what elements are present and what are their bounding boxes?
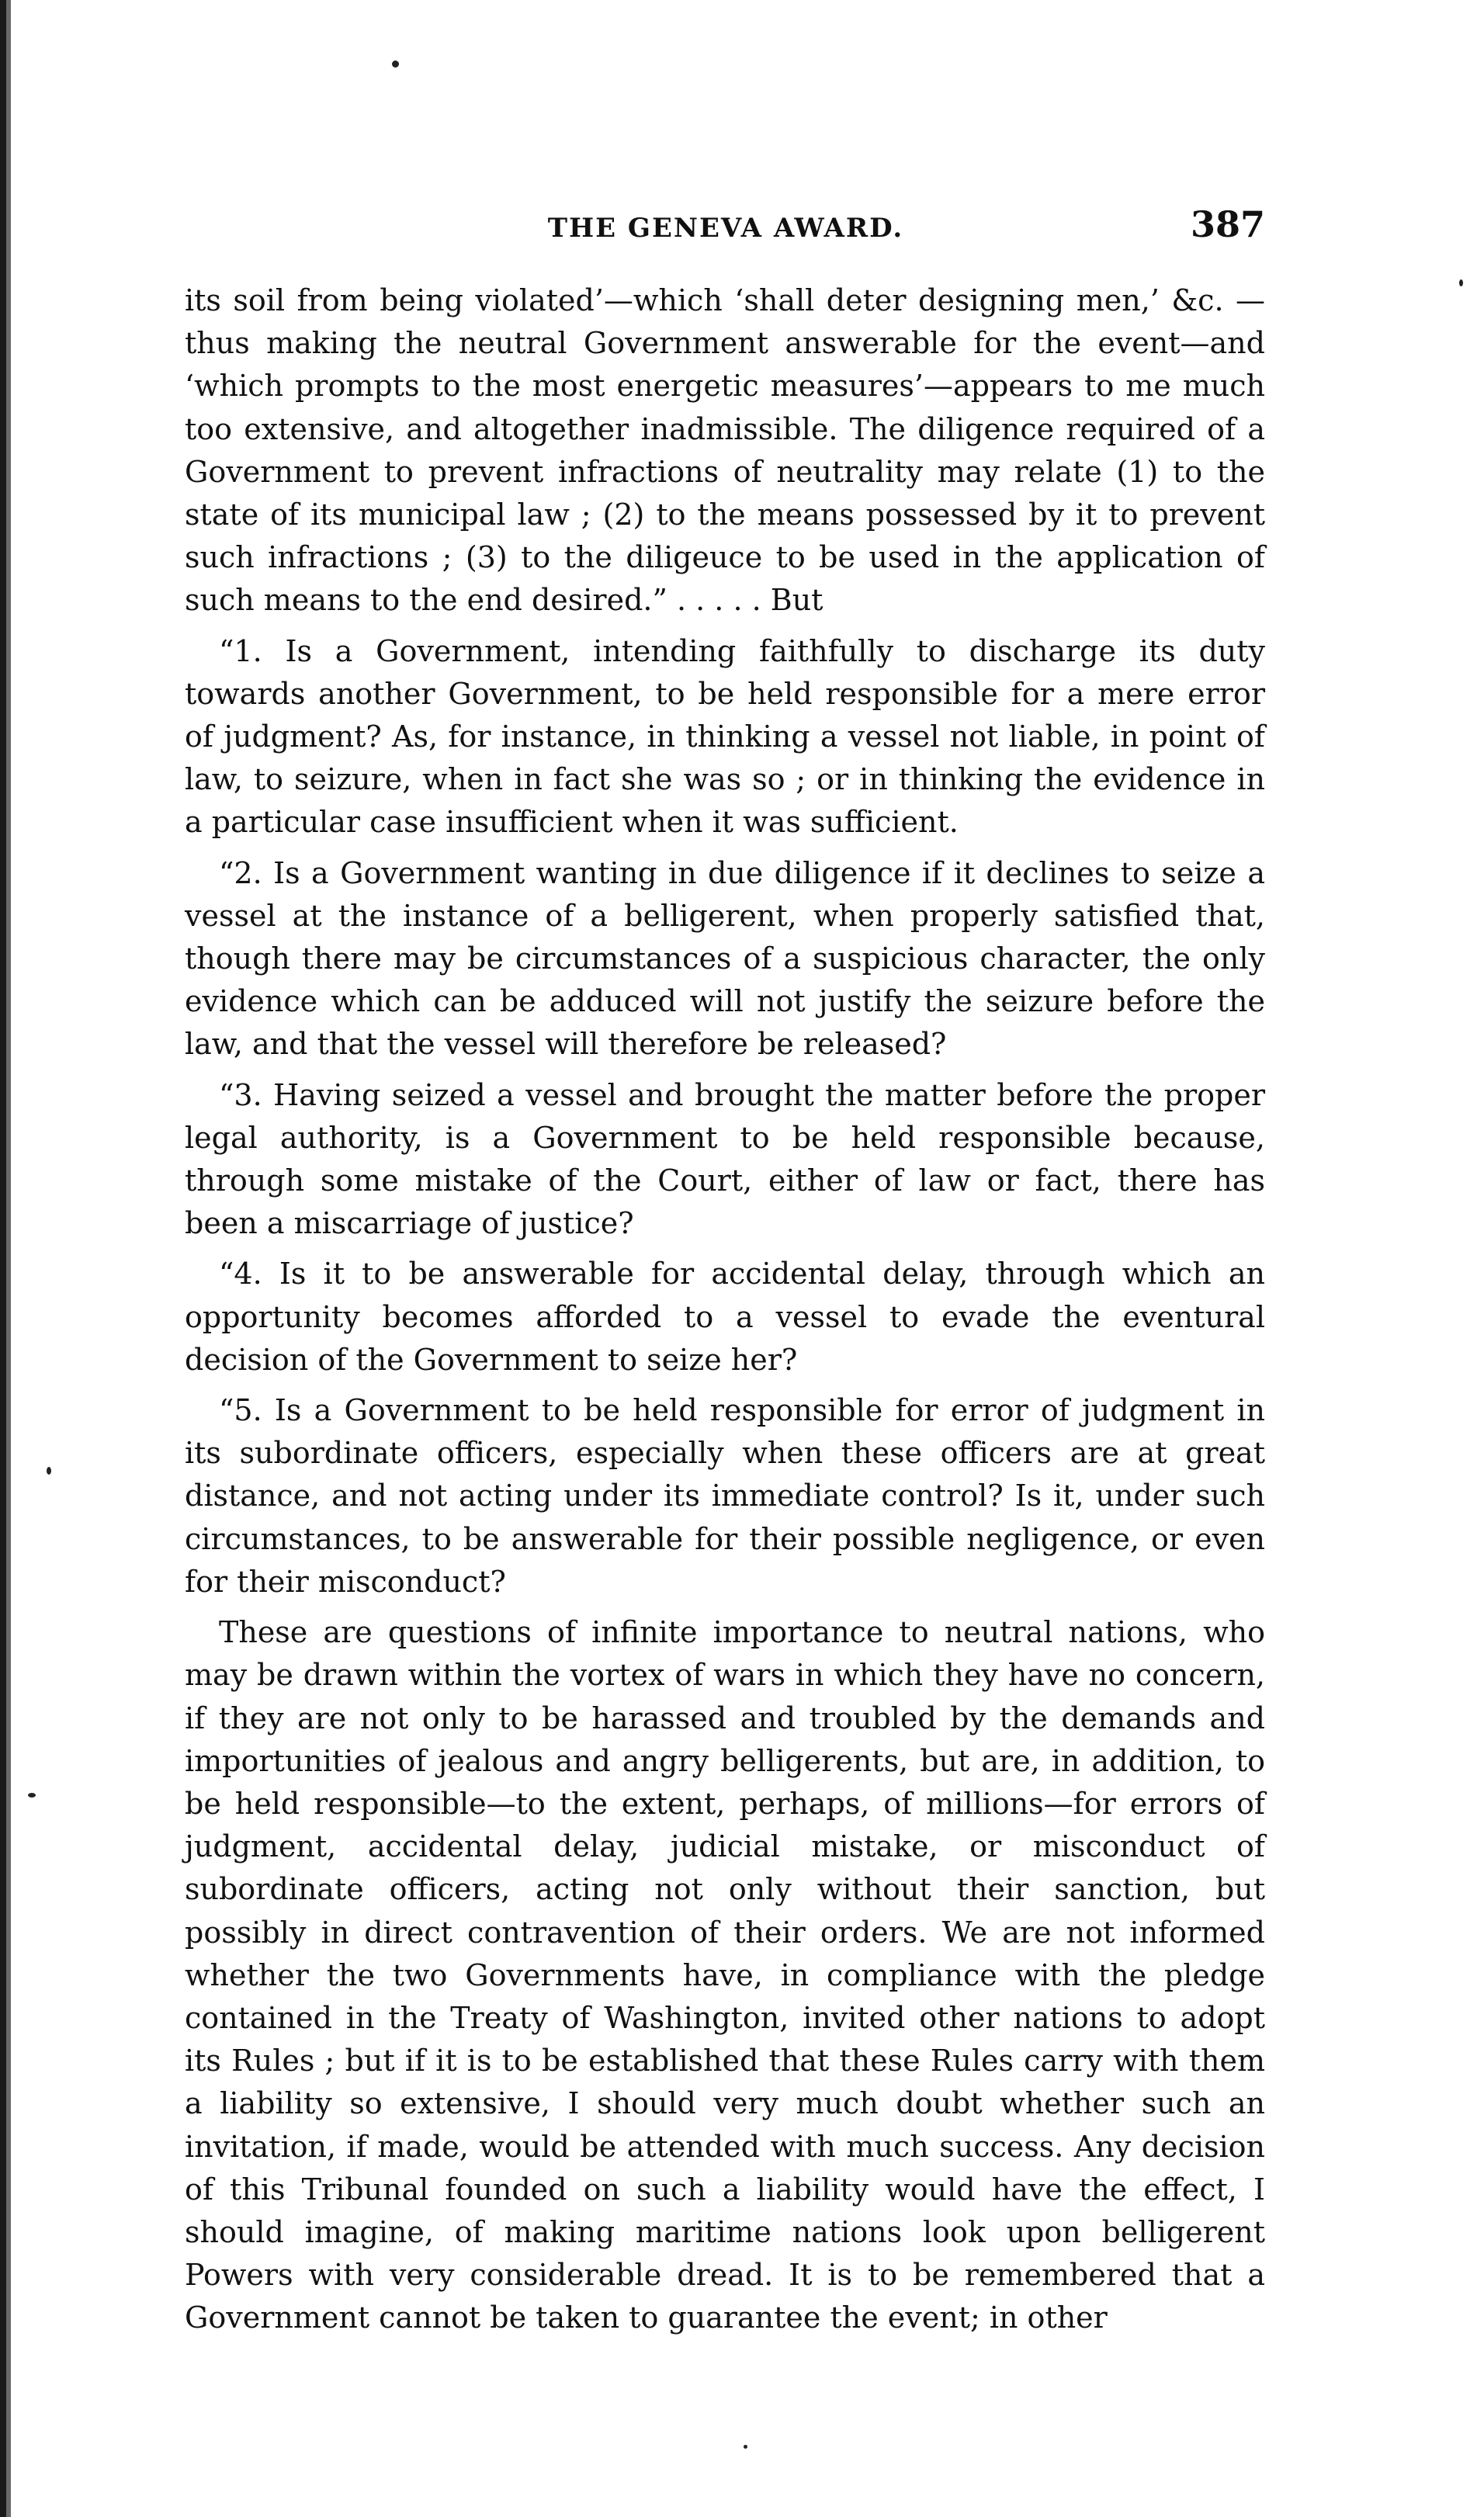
paragraph-commentary: These are questions of infinite importance to neutral nations, who may be drawn within the vortex of wars in which they have no concern, if they are not only to be harassed and troubled by the demands and importunities of jealous and angry belligerents, but are, in addition, to be held responsible—to the extent, perhaps, of millions—for errors of judgment, accidental delay, judicial mistake, or misconduct of subordinate officers, acting not only without their sanction, but possibly in direct contravention of their orders. We are not informed whether the two Governments have, in compliance with the pledge contained in the Treaty of Washington, invited other nations to adopt its Rules ; but if it is to be established that these Rules carry with them a liability so extensive, I should very much doubt whether such an invitation, if made, would be attended with much success. Any decision of this Tribunal founded on such a liability would have the effect, I should imagine, of making maritime nations look upon belligerent Powers with very considerable dread. It is to be remembered that a Government cannot be taken to guarantee the event; in other <box>185 1615 1265 2335</box>
ink-speck <box>47 1467 51 1475</box>
paragraph-question-4: “4. Is it to be answerable for accidental delay, through which an opportunity becomes afforded to a vessel to evade the eventural decision of the Government to seize her? <box>185 1257 1265 1377</box>
paragraph-question-3: “3. Having seized a vessel and brought the matter before the proper legal authority, is a Government to be held responsible because, through some mistake of the Court, either of law or fact, there has been a miscarriage of justice? <box>185 1077 1265 1241</box>
ink-speck <box>28 1793 36 1798</box>
paragraph-question-2: “2. Is a Government wanting in due diligence if it declines to seize a vessel at the instance of a belligerent, when properly satisfied that, though there may be circumstances of a suspicious character, the only evidence which can be adduced will not justify the seizure before the law, and that the vessel will therefore be released? <box>185 855 1265 1062</box>
page-edge-shadow <box>0 0 6 2517</box>
page-number: 387 <box>1190 203 1265 245</box>
paragraph-question-1: “1. Is a Government, intending faithfully to discharge its duty towards another Government, to be held responsible for a mere error of judgment? As, for instance, in thinking a vessel not liable, in point of law, to seizure, when in fact she was so ; or in thinking the evidence in a particular case insufficient when it was sufficient. <box>185 633 1265 840</box>
ink-speck <box>1459 279 1463 286</box>
page-edge-inner-shadow <box>6 0 11 2517</box>
ink-speck <box>392 61 399 68</box>
ink-speck <box>744 2445 747 2449</box>
paragraph-continuation: its soil from being violated’—which ‘shall deter designing men,’ &c. —thus making the neutral Government answerable for the event—and ‘which prompts to the most energetic measures’—appears to me much too extensive, and altogether inadmissible. The diligence required of a Government to prevent infractions of neutrality may relate (1) to the state of its municipal law ; (2) to the means possessed by it to prevent such infractions ; (3) to the diligeuce to be used in the application of such means to the end desired.” . . . . . But <box>185 283 1265 618</box>
page-header <box>186 203 1265 258</box>
paragraph-question-5: “5. Is a Government to be held responsible for error of judgment in its subordinate officers, especially when these officers are at great distance, and not acting under its immediate control? Is it, under such circumstances, to be answerable for their possible negligence, or even for their misconduct? <box>185 1393 1265 1599</box>
body-text <box>185 279 1265 2348</box>
running-title: THE GENEVA AWARD. <box>547 213 904 244</box>
